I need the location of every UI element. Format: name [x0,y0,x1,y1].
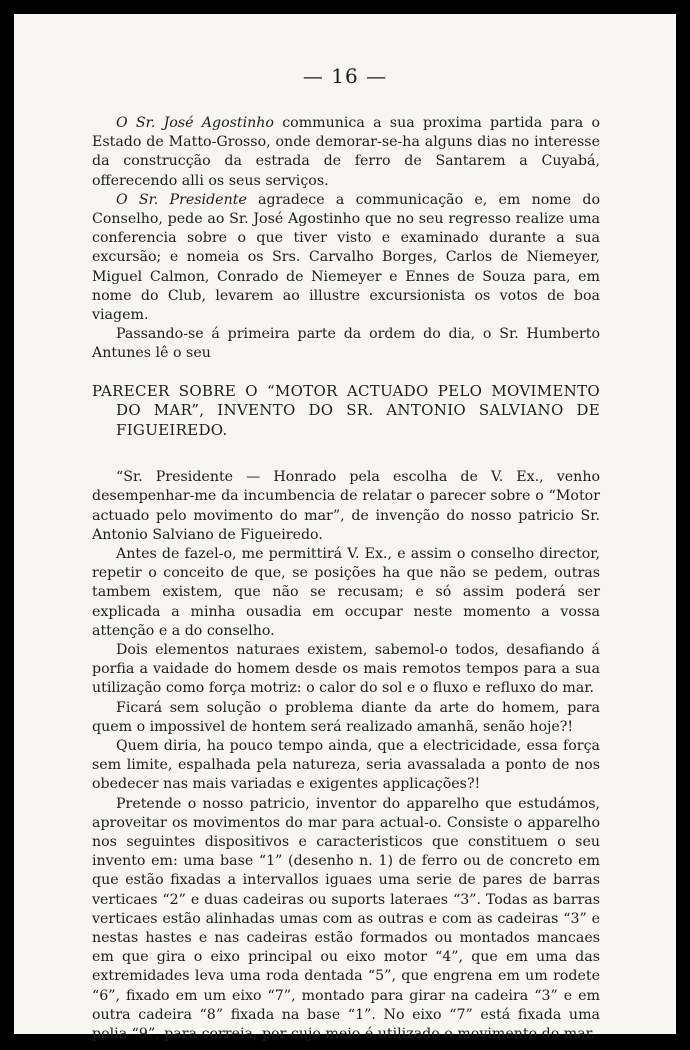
paragraph-text: communica a sua proxima partida para o Estado de Matto-Grosso, onde demorar-se-ha alguns dias no interesse da construcção da estrada de ferro de Santarem a Cuyabá, offerecendo alli os seus serviços. [92,115,600,189]
heading-line: FIGUEIREDO. [116,420,228,439]
body-paragraph: Pretende o nosso patricio, inventor do apparelho que estudámos, aproveitar os movimentos do mar para actual-o. Consiste o apparelho nos seguintes dispositivos e caracteristicos que constituem o seu invento em: uma base “1” (desenho n. 1) de ferro ou de concreto em que estão fixadas a intervallos iguaes uma serie de pares de barras verticaes “2” e duas cadeiras ou suports lateraes “3”. Todas as barras verticaes estão alinhadas umas com as outras e com as cadeiras “3” e nestas hastes e nas cadeiras estão formados ou montados mancaes em que gira o eixo principal ou eixo motor “4”, que em uma das extremidades leva uma roda dentada “5”, que engrena em um rodete “6”, fixado em um eixo “7”, montado para girar na cadeira “3” e em outra cadeira “8” fixada na base “1”. No eixo “7” está fixada uma polia “9”, para correia, por cujo meio é utilizado o movimento do mar. [92,795,600,1043]
paragraph-presidente [92,191,600,325]
paragraph-text: agradece a communicação e, em nome do Conselho, pede ao Sr. José Agostinho que no seu regresso realize uma conferencia sobre o que tiver visto e examinado durante a sua excursão; e nomeia os Srs. Carvalho Borges, Carlos de Niemeyer, Miguel Calmon, Conrado de Niemeyer e Ennes de Souza para, em nome do Club, levarem ao illustre excursionista os votos de boa viagem. [92,191,600,324]
body-paragraph: Ficará sem solução o problema diante da arte do homem, para quem o impossivel de hontem será realizado amanhã, senão hoje?! [92,699,600,735]
paragraph-text: Passando-se á primeira parte da ordem do dia, o Sr. Humberto Antunes lê o seu [92,326,600,362]
heading-line: DO MAR”, INVENTO DO SR. ANTONIO SALVIANO DE [116,401,600,420]
paragraph-agostinho [92,114,600,191]
section-heading [92,382,600,441]
speaker-name: O Sr. José Agostinho [116,115,274,131]
body-paragraph: Dois elementos naturaes existem, sabemol-o todos, desafiando á porfia a vaidade do homem desde os mais remotos tempos para a sua utilização como força motriz: o calor do sol e o fluxo e refluxo do mar. [92,641,600,697]
document-page [14,14,676,1043]
speaker-name: O Sr. Presidente [116,191,247,208]
paragraph-ordem-do-dia [92,325,600,363]
body-paragraph: Antes de fazel-o, me permittirá V. Ex., e assim o conselho director, repetir o conceito de que, se posições ha que não se pedem, outras tambem existem, que não se recusam; e só assim poderá ser explicada a minha ousadia em occupar neste momento a vossa attenção e a do conselho. [92,545,600,639]
page-number: — 16 — [302,64,388,88]
heading-line: PARECER SOBRE O “MOTOR ACTUADO PELO MOVIMENTO [92,381,600,400]
page-content [92,114,600,1044]
body-paragraph: Quem diria, ha pouco tempo ainda, que a electricidade, essa força sem limite, espalhada pela natureza, seria avassalada a ponto de nos obedecer nas mais variadas e exigentes applicações?! [92,737,600,793]
body-paragraph: “Sr. Presidente — Honrado pela escolha de V. Ex., venho desempenhar-me da incumbencia de relatar o parecer sobre o “Motor actuado pelo movimento do mar”, de invenção do nosso patricio Sr. Antonio Salviano de Figueiredo. [92,469,600,543]
